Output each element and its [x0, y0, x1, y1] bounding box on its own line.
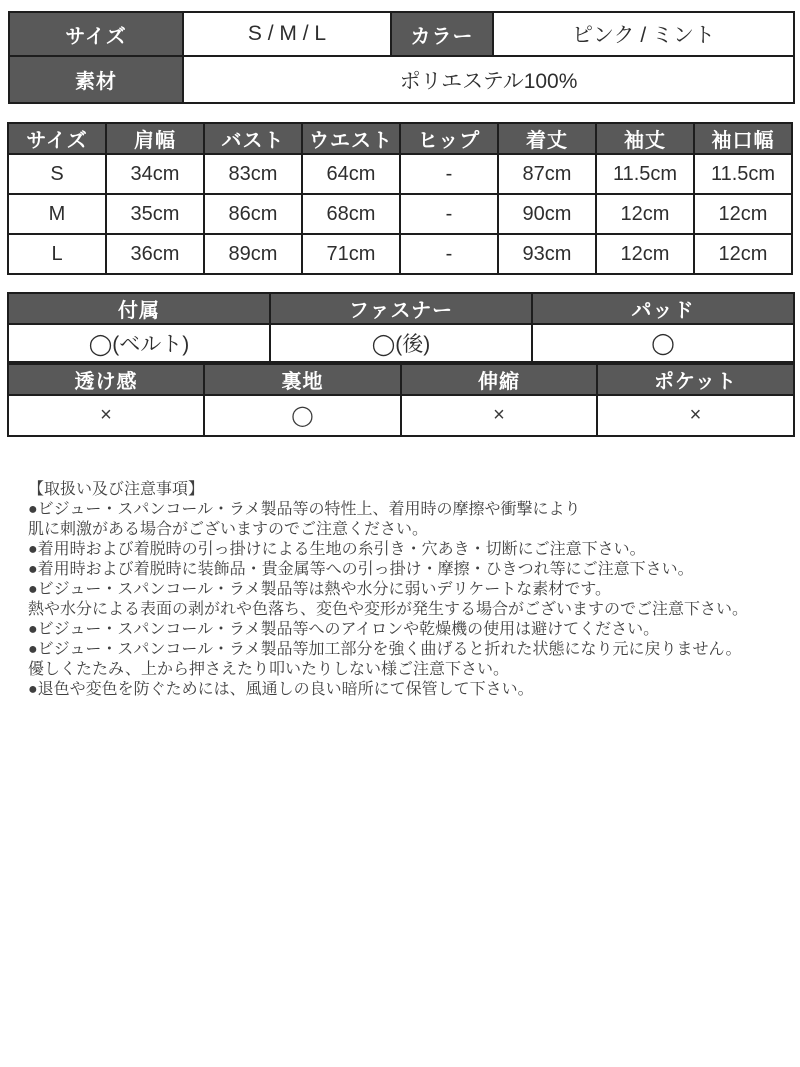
col-header-cuff: 袖口幅 — [694, 123, 792, 154]
measurements-table — [7, 122, 793, 275]
cell-waist: 71cm — [302, 234, 400, 274]
col-header-pad: パッド — [532, 293, 794, 324]
care-note-line: ●ビジュー・スパンコール・ラメ製品等は熱や水分に弱いデリケートな素材です。 — [28, 581, 611, 598]
cell-hip: - — [400, 154, 498, 194]
col-header-sheerness: 透け感 — [8, 364, 204, 395]
cell-shoulder: 35cm — [106, 194, 204, 234]
cell-size: L — [8, 234, 106, 274]
cell-sleeve: 12cm — [596, 194, 694, 234]
accessory-value-cell: ◯(ベルト) — [8, 324, 270, 362]
cell-cuff: 12cm — [694, 234, 792, 274]
material-value-cell: ポリエステル100% — [183, 56, 794, 103]
cell-size: S — [8, 154, 106, 194]
col-header-stretch: 伸縮 — [401, 364, 597, 395]
features-a-header-row — [8, 293, 794, 324]
col-header-shoulder: 肩幅 — [106, 123, 204, 154]
care-note-line: ●着用時および着脱時に装飾品・貴金属等への引っ掛け・摩擦・ひきつれ等にご注意下さい。 — [28, 561, 694, 578]
col-header-hip: ヒップ — [400, 123, 498, 154]
col-header-size: サイズ — [8, 123, 106, 154]
pocket-value-cell: × — [597, 395, 794, 436]
measurements-header-row — [8, 123, 792, 154]
stretch-value-cell: × — [401, 395, 597, 436]
cell-length: 90cm — [498, 194, 596, 234]
cell-hip: - — [400, 234, 498, 274]
sheerness-value-cell: × — [8, 395, 204, 436]
cell-waist: 64cm — [302, 154, 400, 194]
care-note-line: 優しくたたみ、上から押さえたり叩いたりしない様ご注意下さい。 — [28, 661, 509, 678]
features-table-b — [7, 363, 795, 437]
care-notes-title: 【取扱い及び注意事項】 — [28, 481, 205, 498]
size-label-cell: サイズ — [9, 12, 183, 56]
care-note-line: ●ビジュー・スパンコール・ラメ製品等へのアイロンや乾燥機の使用は避けてください。 — [28, 621, 660, 638]
col-header-fastener: ファスナー — [270, 293, 532, 324]
size-value-cell: S / M / L — [183, 12, 391, 56]
features-b-value-row — [8, 395, 794, 436]
features-table-a — [7, 292, 795, 363]
cell-bust: 83cm — [204, 154, 302, 194]
col-header-pocket: ポケット — [597, 364, 794, 395]
care-note-line: 熱や水分による表面の剥がれや色落ち、変色や変形が発生する場合がございますのでご注意下さい。 — [28, 601, 749, 618]
pad-value-cell: ◯ — [532, 324, 794, 362]
lining-value-cell: ◯ — [204, 395, 401, 436]
cell-cuff: 11.5cm — [694, 154, 792, 194]
color-label-cell: カラー — [391, 12, 493, 56]
measurement-row-m — [8, 194, 792, 234]
cell-sleeve: 12cm — [596, 234, 694, 274]
cell-bust: 86cm — [204, 194, 302, 234]
cell-bust: 89cm — [204, 234, 302, 274]
measurement-row-s — [8, 154, 792, 194]
col-header-accessory: 付属 — [8, 293, 270, 324]
size-color-row — [9, 12, 794, 56]
care-note-line: ●退色や変色を防ぐためには、風通しの良い暗所にて保管して下さい。 — [28, 681, 534, 698]
col-header-sleeve: 袖丈 — [596, 123, 694, 154]
cell-length: 93cm — [498, 234, 596, 274]
care-notes — [28, 480, 798, 700]
care-note-line: 肌に刺激がある場合がございますのでご注意ください。 — [28, 521, 429, 538]
care-note-line: ●ビジュー・スパンコール・ラメ製品等加工部分を強く曲げると折れた状態になり元に戻りません。 — [28, 641, 742, 658]
col-header-bust: バスト — [204, 123, 302, 154]
material-label-cell: 素材 — [9, 56, 183, 103]
col-header-length: 着丈 — [498, 123, 596, 154]
cell-cuff: 12cm — [694, 194, 792, 234]
measurement-row-l — [8, 234, 792, 274]
cell-hip: - — [400, 194, 498, 234]
cell-shoulder: 36cm — [106, 234, 204, 274]
cell-size: M — [8, 194, 106, 234]
material-row — [9, 56, 794, 103]
care-note-line: ●ビジュー・スパンコール・ラメ製品等の特性上、着用時の摩擦や衝撃により — [28, 501, 581, 518]
cell-length: 87cm — [498, 154, 596, 194]
col-header-waist: ウエスト — [302, 123, 400, 154]
col-header-lining: 裏地 — [204, 364, 401, 395]
size-color-material-table — [8, 11, 795, 104]
fastener-value-cell: ◯(後) — [270, 324, 532, 362]
care-note-line: ●着用時および着脱時の引っ掛けによる生地の糸引き・穴あき・切断にご注意下さい。 — [28, 541, 646, 558]
features-b-header-row — [8, 364, 794, 395]
color-value-cell: ピンク / ミント — [493, 12, 794, 56]
cell-waist: 68cm — [302, 194, 400, 234]
features-a-value-row — [8, 324, 794, 362]
cell-sleeve: 11.5cm — [596, 154, 694, 194]
cell-shoulder: 34cm — [106, 154, 204, 194]
